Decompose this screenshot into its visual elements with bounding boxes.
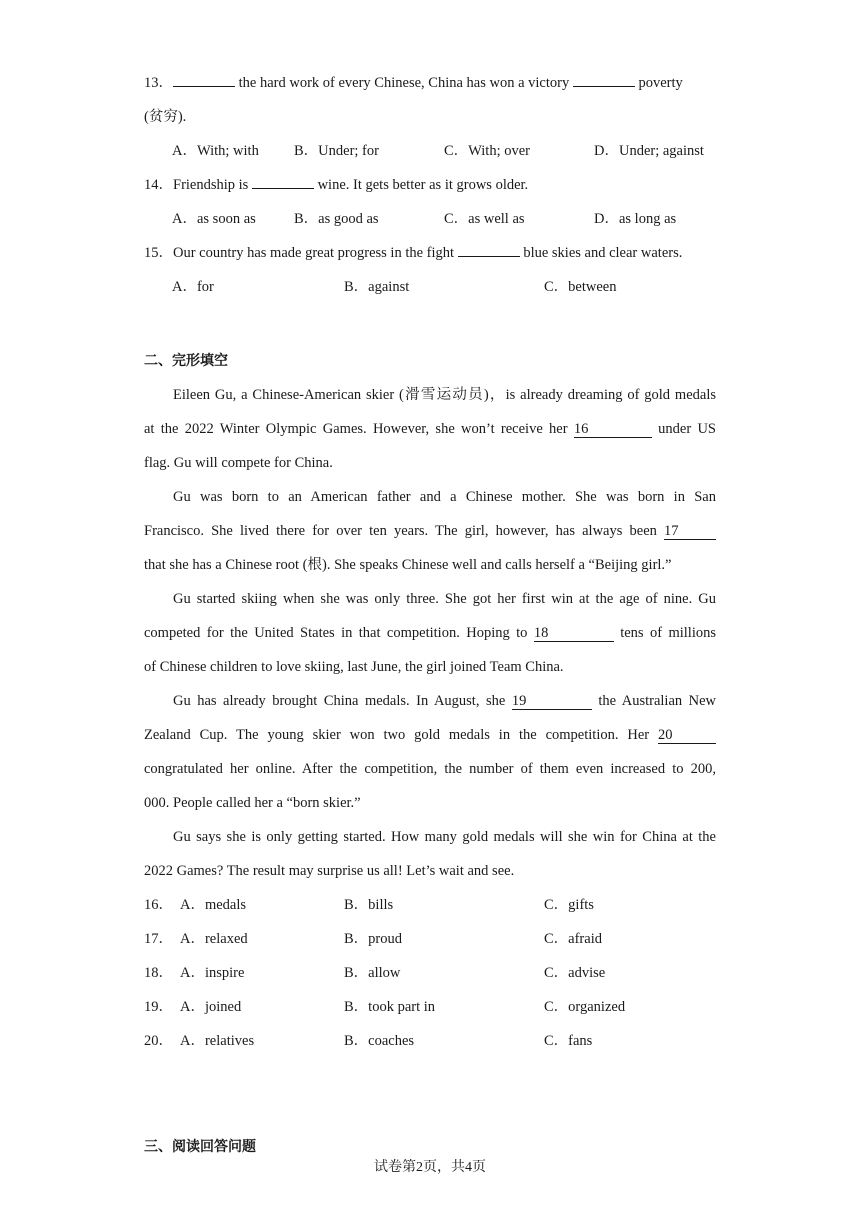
option-c[interactable]: C．gifts (544, 897, 594, 913)
passage-line: that she has a Chinese root (根). She speaks Chinese well and calls herself a “Beijing girl.” (144, 557, 672, 573)
options-14 (144, 202, 716, 236)
option-a[interactable]: A．medals (180, 897, 247, 913)
passage-line: of Chinese children to love skiing, last June, the girl joined Team China. (144, 659, 564, 675)
answer-blank (573, 72, 635, 87)
option-a[interactable]: A．joined (180, 999, 242, 1015)
option-a[interactable]: A．as soon as (172, 211, 256, 227)
answer-blank (173, 72, 235, 87)
option-c[interactable]: C．fans (544, 1033, 593, 1049)
question-number: 14． (144, 177, 173, 193)
option-d[interactable]: D．as long as (594, 211, 677, 227)
cloze-paragraph-4 (144, 684, 716, 820)
option-c[interactable]: C．organized (544, 999, 626, 1015)
passage-line: 000. People called her a “born skier.” (144, 795, 361, 811)
option-d[interactable]: D．Under; against (594, 143, 704, 159)
option-b[interactable]: B．as good as (294, 211, 379, 227)
passage-line: Gu was born to an American father and a Chinese mother. She was born in San (173, 489, 716, 505)
option-a[interactable]: A．relaxed (180, 931, 248, 947)
question-13-continued: (贫穷). (144, 109, 187, 125)
blank-16: 16 (574, 421, 652, 438)
question-text: the hard work of every Chinese, China has won a victory (238, 75, 570, 91)
option-c[interactable]: C．between (544, 279, 617, 295)
answer-blank (252, 174, 314, 189)
question-text: poverty (638, 75, 683, 91)
option-b[interactable]: B．allow (344, 965, 401, 981)
question-number: 15． (144, 245, 173, 261)
question-14 (144, 168, 716, 202)
option-c[interactable]: C．With; over (444, 143, 531, 159)
option-a[interactable]: A．for (172, 279, 214, 295)
options-15 (144, 270, 716, 304)
passage-line: competed for the United States in that competition. Hoping to 18 tens of millions (144, 625, 716, 641)
choice-row-20: 20． A．relatives B．coaches C．fans (144, 1024, 716, 1058)
question-number: 13． (144, 75, 173, 91)
passage-line: congratulated her online. After the competition, the number of them even increased to 200, (144, 761, 716, 777)
answer-blank (458, 242, 520, 257)
question-text: Our country has made great progress in the fight (173, 245, 455, 261)
exam-page (144, 66, 716, 1164)
choice-row-17: 17． A．relaxed B．proud C．afraid (144, 922, 716, 956)
option-b[interactable]: B．Under; for (294, 143, 379, 159)
cloze-paragraph-5 (144, 820, 716, 888)
choice-row-16: 16． A．medals B．bills C．gifts (144, 888, 716, 922)
cloze-choices (144, 888, 716, 1058)
choice-row-19: 19． A．joined B．took part in C．organized (144, 990, 716, 1024)
blank-19: 19 (512, 693, 592, 710)
blank-20: 20 (658, 727, 716, 744)
passage-line: flag. Gu will compete for China. (144, 455, 333, 471)
section-title-cloze: 二、完形填空 (144, 353, 228, 369)
page-footer: 试卷第2页，共4页 (374, 1160, 486, 1175)
option-a[interactable]: A．inspire (180, 965, 245, 981)
passage-line: Francisco. She lived there for over ten years. The girl, however, has always been 17 (144, 514, 716, 548)
option-c[interactable]: C．advise (544, 965, 606, 981)
cloze-paragraph-1 (144, 378, 716, 480)
passage-line: at the 2022 Winter Olympic Games. However, she won’t receive her 16 under US (144, 421, 716, 437)
question-text: blue skies and clear waters. (523, 245, 683, 261)
passage-line: Gu has already brought China medals. In August, she 19 the Australian New (173, 693, 717, 709)
cloze-paragraph-3 (144, 582, 716, 684)
option-c[interactable]: C．as well as (444, 211, 525, 227)
option-b[interactable]: B．coaches (344, 1033, 415, 1049)
question-text: wine. It gets better as it grows older. (317, 177, 529, 193)
passage-line: Gu started skiing when she was only three. She got her first win at the age of nine. Gu (173, 591, 716, 607)
passage-line: 2022 Games? The result may surprise us all! Let’s wait and see. (144, 863, 515, 879)
section-title-reading: 三、阅读回答问题 (144, 1139, 256, 1155)
option-b[interactable]: B．proud (344, 931, 402, 947)
question-15 (144, 236, 716, 270)
option-a[interactable]: A．relatives (180, 1033, 255, 1049)
choice-row-18: 18． A．inspire B．allow C．advise (144, 956, 716, 990)
passage-line: Eileen Gu, a Chinese-American skier (滑雪运动员)，is already dreaming of gold medals (173, 387, 716, 403)
passage-line: Zealand Cup. The young skier won two gold medals in the competition. Her 20 (144, 718, 716, 752)
passage-line: Gu says she is only getting started. How many gold medals will she win for China at the (173, 829, 716, 845)
option-b[interactable]: B．bills (344, 897, 394, 913)
options-13 (144, 134, 716, 168)
option-b[interactable]: B．against (344, 279, 410, 295)
question-13 (144, 66, 716, 100)
option-b[interactable]: B．took part in (344, 999, 436, 1015)
cloze-paragraph-2 (144, 480, 716, 582)
blank-17: 17 (664, 523, 716, 540)
question-text: Friendship is (173, 177, 249, 193)
option-a[interactable]: A．With; with (172, 143, 259, 159)
blank-18: 18 (534, 625, 614, 642)
option-c[interactable]: C．afraid (544, 931, 602, 947)
